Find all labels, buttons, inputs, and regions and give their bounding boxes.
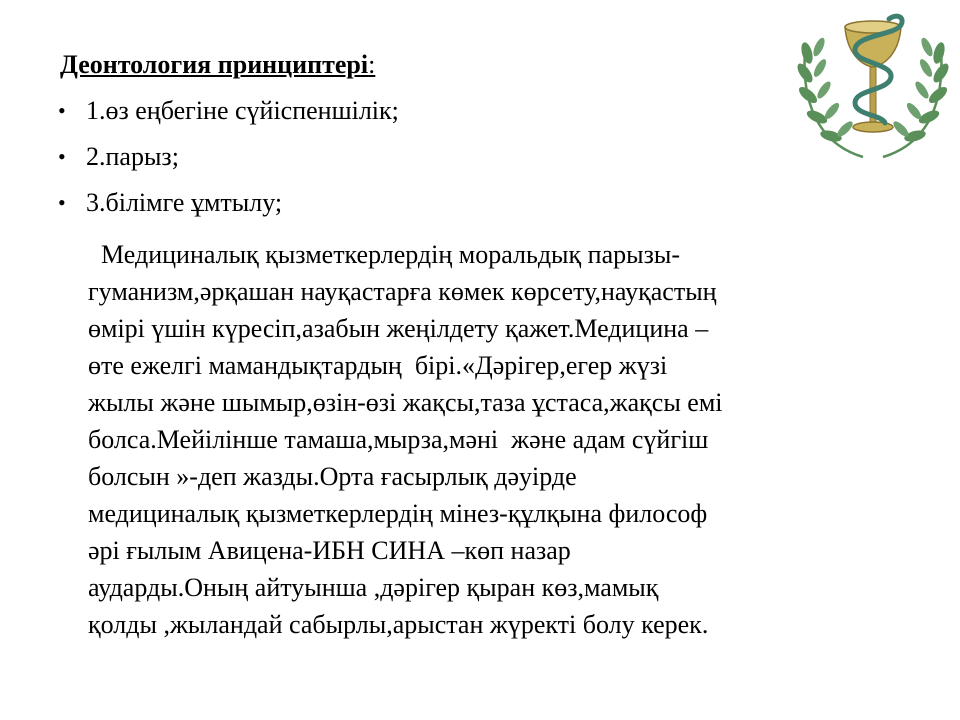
bullet-icon: • (58, 190, 66, 215)
paragraph-line: Медициналық қызметкерлердің моральдық парызы- (88, 240, 680, 269)
paragraph-line: өмірі үшін күресіп,азабын жеңілдету қажет.Медицина – (88, 314, 709, 343)
paragraph-line: болсын »-деп жазды.Орта ғасырлық дәуірде (88, 462, 577, 491)
paragraph-line: қолды ,жыландай сабырлы,арыстан жүректі болу керек. (88, 610, 709, 639)
heading-colon: : (368, 50, 376, 79)
bullet-icon: • (58, 144, 66, 169)
bullet-icon: • (58, 98, 66, 123)
paragraph-line: әрі ғылым Авицена-ИБН СИНА –көп назар (88, 536, 571, 565)
list-item: • 2.парыз; (58, 142, 179, 171)
principles-list (58, 95, 399, 233)
body-paragraph (88, 236, 908, 643)
heading-text: Деонтология принциптері (60, 50, 369, 79)
paragraph-line: медициналық қызметкерлердің мінез-құлқына философ (88, 499, 708, 528)
paragraph-line: аударды.Оның айтуынша ,дәрігер қыран көз,мамық (88, 573, 659, 602)
laurel-wreath-left-icon (795, 36, 863, 157)
paragraph-line: болса.Мейілінше тамаша,мырза,мәні және адам сүйгіш (88, 425, 709, 454)
paragraph-line: жылы және шымыр,өзін-өзі жақсы,таза ұстаса,жақсы емі (88, 388, 723, 417)
paragraph-line: гуманизм,әрқашан науқастарға көмек көрсету,науқастың (88, 277, 717, 306)
list-item: • 3.білімге ұмтылу; (58, 188, 283, 217)
paragraph-line: өте ежелгі мамандықтардың бірі.«Дәрігер,егер жүзі (88, 351, 668, 380)
bowl-of-hygieia-icon (793, 5, 953, 165)
laurel-wreath-right-icon (883, 36, 951, 157)
list-item: • 1.өз еңбегіне сүйіспеншілік; (58, 96, 399, 125)
slide-heading (60, 50, 375, 80)
